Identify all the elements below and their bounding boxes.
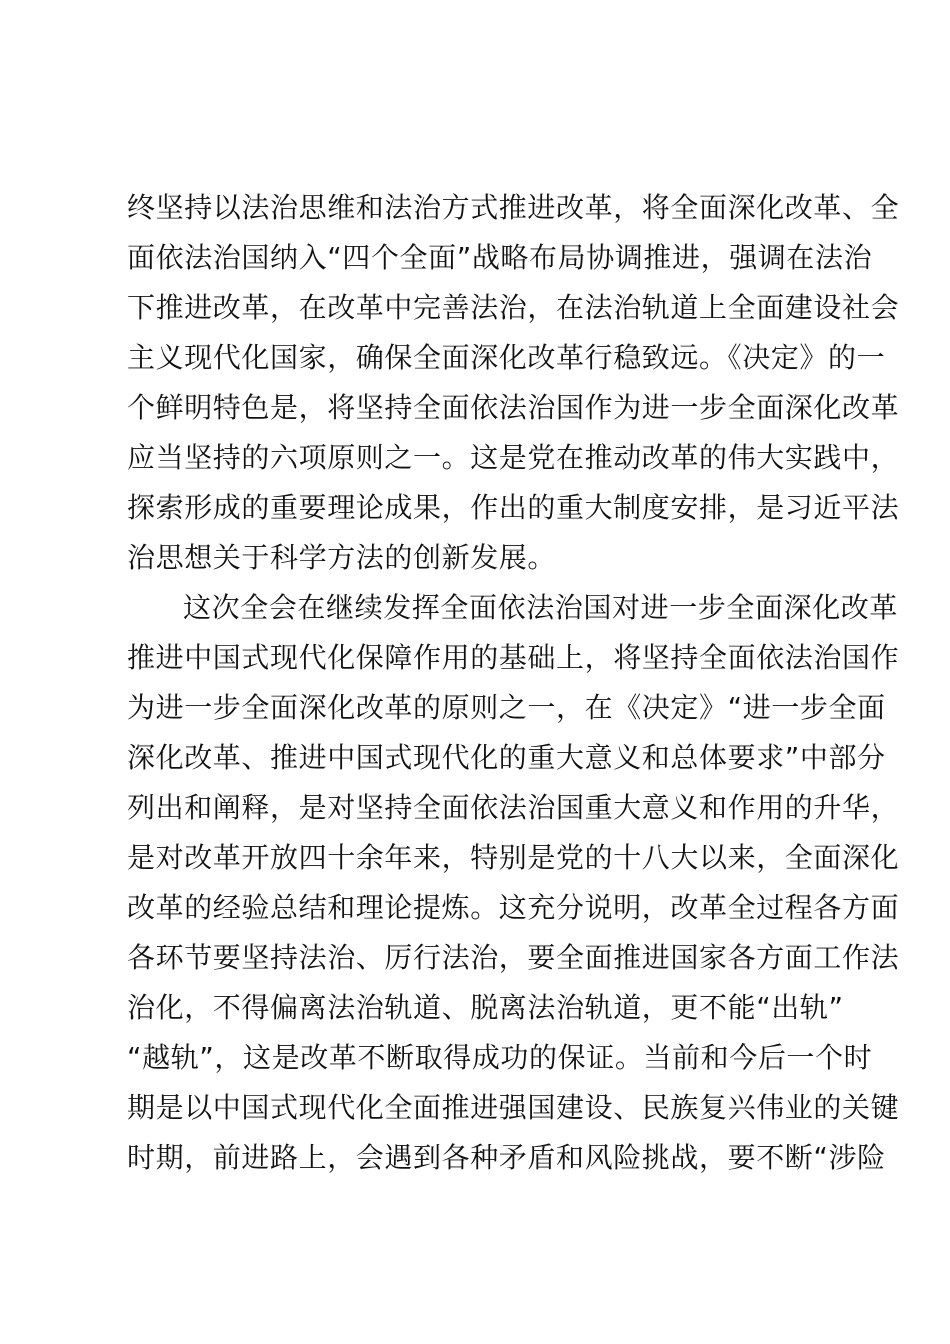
paragraph-1 [127,183,900,583]
text-line: 这次全会在继续发挥全面依法治国对进一步全面深化改革 [183,591,899,624]
text-line: 期是以中国式现代化全面推进强国建设、民族复兴伟业的关键 [127,1091,900,1124]
body-text [127,183,900,1183]
text-line: 时期，前进路上，会遇到各种矛盾和风险挑战，要不断“涉险 [127,1141,886,1174]
text-line: 个鲜明特色是，将坚持全面依法治国作为进一步全面深化改革 [127,391,900,424]
text-line: 推进中国式现代化保障作用的基础上，将坚持全面依法治国作 [127,641,900,674]
text-line: 各环节要坚持法治、厉行法治，要全面推进国家各方面工作法 [127,941,900,974]
paragraph-2 [127,583,900,1183]
text-line: 下推进改革，在改革中完善法治，在法治轨道上全面建设社会 [127,291,900,324]
text-line: 探索形成的重要理论成果，作出的重大制度安排，是习近平法 [127,491,900,524]
text-line: 面依法治国纳入“四个全面”战略布局协调推进，强调在法治 [127,241,873,274]
text-line: 治思想关于科学方法的创新发展。 [127,541,557,574]
text-line: 列出和阐释，是对坚持全面依法治国重大意义和作用的升华， [127,791,900,824]
text-line: 是对改革开放四十余年来，特别是党的十八大以来，全面深化 [127,841,900,874]
text-line: 改革的经验总结和理论提炼。这充分说明，改革全过程各方面 [127,891,900,924]
text-line: 应当坚持的六项原则之一。这是党在推动改革的伟大实践中， [127,441,900,474]
text-line: 深化改革、推进中国式现代化的重大意义和总体要求”中部分 [127,741,886,774]
text-line: 终坚持以法治思维和法治方式推进改革，将全面深化改革、全 [127,191,900,224]
text-line: 主义现代化国家，确保全面深化改革行稳致远。《决定》的一 [127,341,886,374]
text-line: “越轨”，这是改革不断取得成功的保证。当前和今后一个时 [127,1041,873,1074]
text-line: 治化，不得偏离法治轨道、脱离法治轨道，更不能“出轨” [127,991,844,1024]
text-line: 为进一步全面深化改革的原则之一，在《决定》“进一步全面 [127,691,886,724]
